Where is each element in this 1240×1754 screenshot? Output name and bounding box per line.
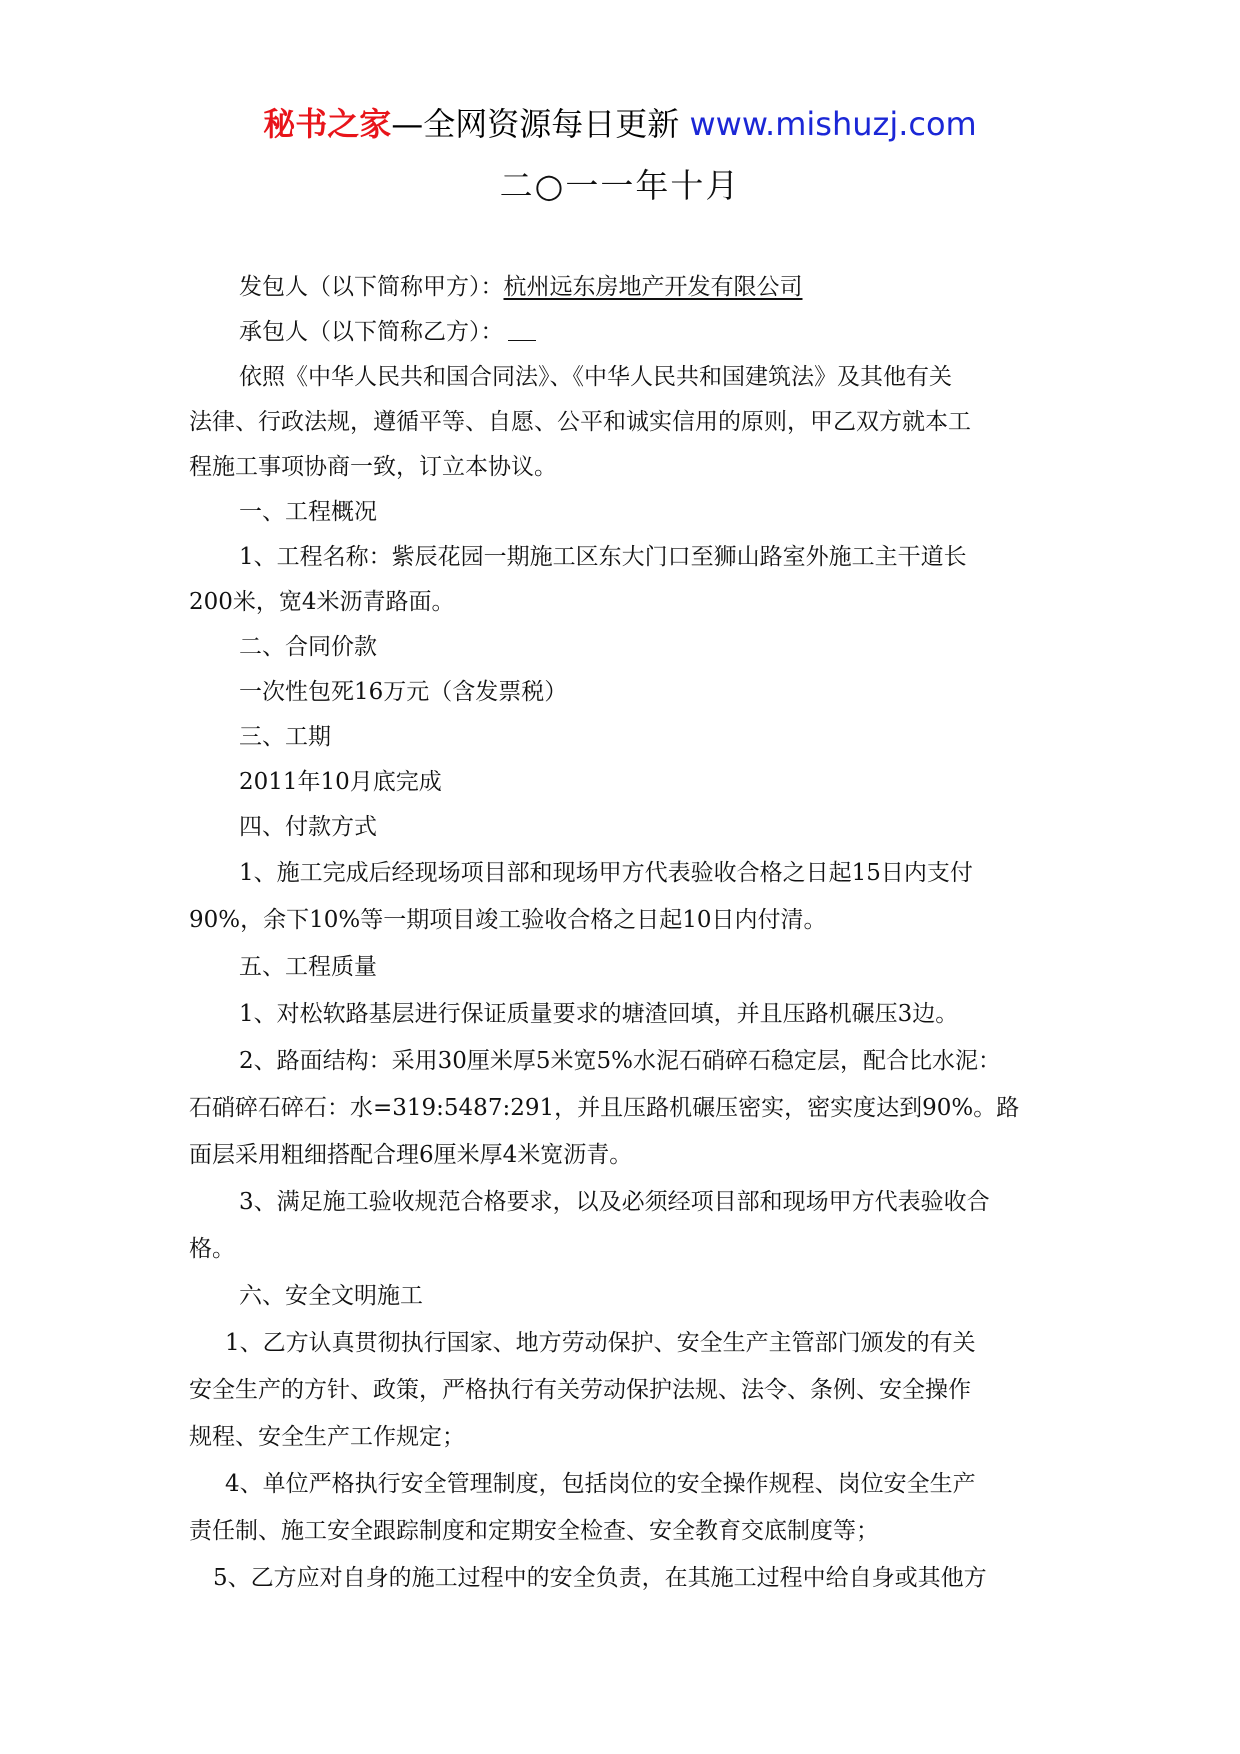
document-date: 二○一一年十月 (499, 166, 741, 205)
header-tagline: —全网资源每日更新 (391, 105, 680, 143)
party-b-label: 承包人（以下简称乙方）： (239, 319, 504, 345)
party-b-line (189, 310, 1055, 355)
intro-line: 法律、行政法规，遵循平等、自愿、公平和诚实信用的原则，甲乙双方就本工 (189, 409, 971, 435)
section-heading-price: 二、合同价款 (239, 634, 377, 660)
price-line: 一次性包死16万元（含发票税） (239, 679, 568, 705)
section-heading-quality: 五、工程质量 (239, 954, 377, 980)
overview-line: 1、工程名称：紫辰花园一期施工区东大门口至狮山路室外施工主干道长 (239, 544, 967, 570)
party-b-blank (508, 320, 536, 341)
site-url-link[interactable]: www.mishuzj.com (689, 105, 977, 143)
safety-item: 4、单位严格执行安全管理制度，包括岗位的安全操作规程、岗位安全生产 (225, 1471, 976, 1497)
contract-body (189, 265, 1055, 1602)
safety-item: 规程、安全生产工作规定； (189, 1424, 465, 1450)
quality-item: 石硝碎石碎石：水=319:5487:291，并且压路机碾压密实，密实度达到90%。路 (189, 1095, 1020, 1121)
party-a-name: 杭州远东房地产开发有限公司 (503, 274, 803, 300)
quality-item: 2、路面结构：采用30厘米厚5米宽5%水泥石硝碎石稳定层，配合比水泥： (239, 1048, 1002, 1074)
intro-line: 程施工事项协商一致，订立本协议。 (189, 454, 557, 480)
intro-line: 依照《中华人民共和国合同法》、《中华人民共和国建筑法》及其他有关 (239, 364, 952, 390)
quality-item: 格。 (189, 1236, 235, 1262)
safety-item: 1、乙方认真贯彻执行国家、地方劳动保护、安全生产主管部门颁发的有关 (225, 1330, 976, 1356)
quality-item: 面层采用粗细搭配合理6厘米厚4米宽沥青。 (189, 1142, 633, 1168)
party-a-line (189, 265, 1055, 310)
section-heading-payment: 四、付款方式 (239, 814, 377, 840)
quality-item: 1、对松软路基层进行保证质量要求的塘渣回填，并且压路机碾压3边。 (239, 1001, 959, 1027)
payment-line: 90%，余下10%等一期项目竣工验收合格之日起10日内付清。 (189, 907, 827, 933)
party-a-label: 发包人（以下简称甲方）： (239, 274, 504, 300)
payment-line: 1、施工完成后经现场项目部和现场甲方代表验收合格之日起15日内支付 (239, 860, 973, 886)
site-header (0, 97, 1240, 151)
section-heading-safety: 六、安全文明施工 (239, 1283, 423, 1309)
brand-name: 秘书之家 (263, 105, 392, 143)
safety-item: 5、乙方应对自身的施工过程中的安全负责，在其施工过程中给自身或其他方 (213, 1565, 987, 1591)
section-heading-overview: 一、工程概况 (239, 499, 377, 525)
safety-item: 责任制、施工安全跟踪制度和定期安全检查、安全教育交底制度等； (189, 1518, 879, 1544)
safety-item: 安全生产的方针、政策，严格执行有关劳动保护法规、法令、条例、安全操作 (189, 1377, 971, 1403)
schedule-line: 2011年10月底完成 (239, 769, 442, 795)
quality-item: 3、满足施工验收规范合格要求，以及必须经项目部和现场甲方代表验收合 (239, 1189, 990, 1215)
section-heading-schedule: 三、工期 (239, 724, 331, 750)
overview-line: 200米，宽4米沥青路面。 (189, 589, 455, 615)
